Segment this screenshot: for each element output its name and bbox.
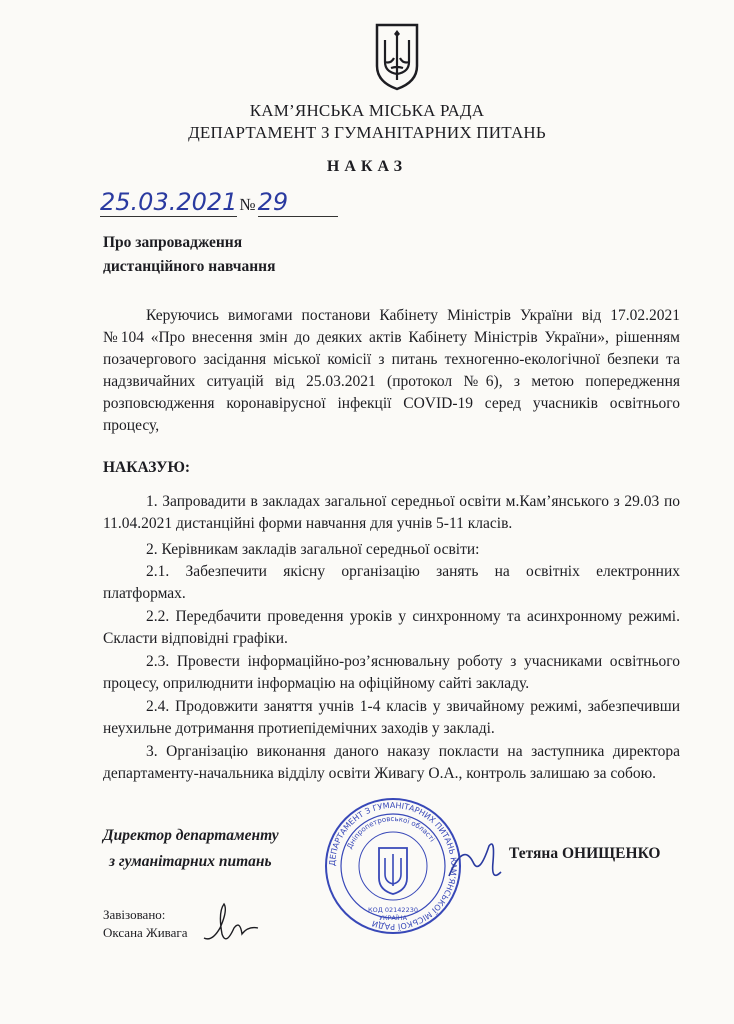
approval-name: Оксана Живага [103, 925, 188, 940]
stamp-country: УКРАЇНА [378, 914, 408, 922]
item-2-1: 2.1. Забезпечити якісну організацію занять на освітніх електронних платформах. [103, 563, 680, 602]
approver-signature [200, 898, 260, 950]
stamp-code: КОД 02142230 [368, 906, 418, 914]
order-heading: НАКАЗУЮ: [103, 459, 191, 476]
item-1: 1. Запровадити в закладах загальної середньої освіти м.Кам’янського з 29.03 по 11.04.2021 дистанційні форми навчання для учнів 5-11 класів. [103, 493, 680, 532]
approval-note [103, 906, 188, 942]
document-title: НАКАЗ [326, 158, 408, 175]
item-2-2: 2.2. Передбачити проведення уроків у синхронному та асинхронному режимі. Скласти відповідні графіки. [103, 608, 680, 647]
department-name: ДЕПАРТАМЕНТ З ГУМАНІТАРНИХ ПИТАНЬ [188, 123, 546, 142]
subject-line-2: дистанційного навчання [103, 258, 276, 275]
signatory-position [103, 823, 279, 875]
preamble: Керуючись вимогами постанови Кабінету Міністрів України від 17.02.2021 №104 «Про внесення змін до деяких актів Кабінету Міністрів України», рішенням позачергового засідання міської комісії з питань техногенно-екологічної безпеки та надзвичайних ситуацій від 25.03.2021 (протокол №6), з метою попередження розповсюдження коронавірусної інфекції COVID-19 серед учасників освітнього процесу, [103, 307, 680, 434]
subject-line-1: Про запровадження [103, 234, 243, 251]
position-line-2: з гуманітарних питань [109, 853, 272, 870]
item-2-3: 2.3. Провести інформаційно-роз’яснювальну роботу з учасниками освітнього процесу, оприлюднити інформацію на офіційному сайті закладу. [103, 653, 680, 692]
order-number: 29 [258, 188, 338, 217]
item-2-4: 2.4. Продовжити заняття учнів 1-4 класів у звичайному режимі, забезпечивши неухильне дотримання протиепідемічних заходів у закладі. [103, 698, 680, 737]
stamp-trident-icon [379, 848, 407, 894]
director-signature [445, 832, 505, 892]
stamp-outer-text: ДЕПАРТАМЕНТ З ГУМАНІТАРНИХ ПИТАНЬ КАМ’ЯНСЬКОЇ МІСЬКОЇ РАДИ [327, 800, 459, 932]
item-3: 3. Організацію виконання даного наказу покласти на заступника директора департаменту-начальника відділу освіти Живагу О.А., контроль залишаю за собою. [103, 743, 680, 782]
council-name: КАМ’ЯНСЬКА МІСЬКА РАДА [249, 101, 485, 120]
signatory-name: Тетяна ОНИЩЕНКО [509, 845, 661, 862]
order-date: 25.03.2021 [100, 188, 238, 216]
official-stamp [323, 796, 463, 936]
order-subject [103, 231, 275, 279]
approval-label: Завізовано: [103, 907, 166, 922]
item-2: 2. Керівникам закладів загальної середньої освіти: [146, 541, 480, 558]
coat-of-arms-icon [374, 22, 420, 92]
number-label: № [239, 195, 256, 214]
order-date-number [100, 188, 338, 217]
stamp-inner-text: Дніпропетровської області [345, 814, 437, 851]
position-line-1: Директор департаменту [103, 827, 279, 844]
